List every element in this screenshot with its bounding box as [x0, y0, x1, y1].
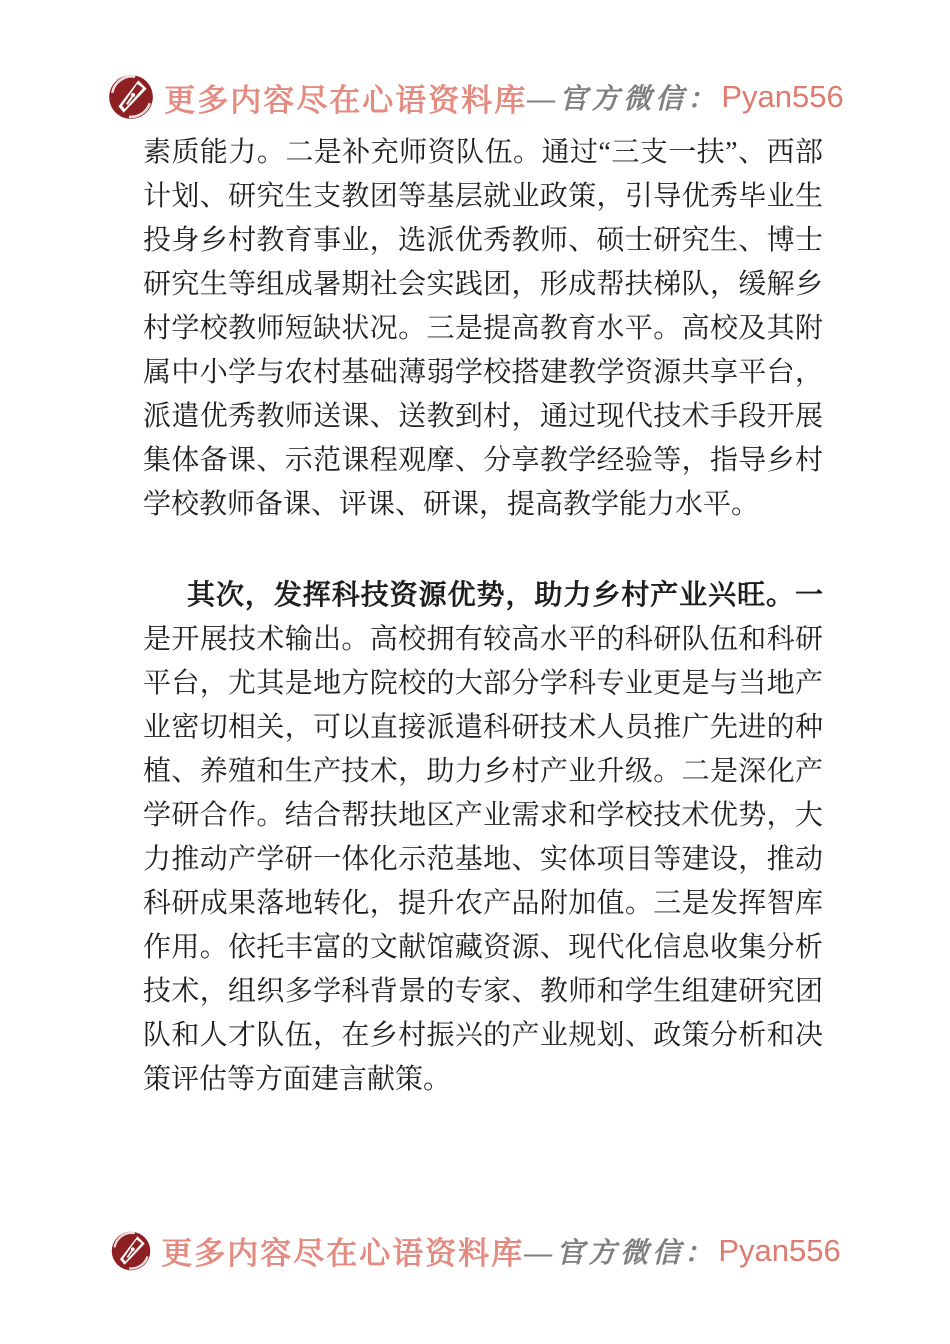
watermark-label: —官方微信：: [524, 1237, 717, 1269]
watermark-brand-text: 更多内容尽在心语资料库: [164, 82, 528, 118]
text-run: 素质能力。二是补充师资队伍。通过“三支一扶”、西部计划、研究生支教团等基层就业政策，引导优秀毕业生投身乡村教育事业，选派优秀教师、硕士研究生、博士研究生等组成暑期社会实践团，形成帮扶梯队，缓解乡村学校教师短缺状况。三是提高教育水平。高校及其附属中小学与农村基础薄弱学校搭建教学资源共享平台，派遣优秀教师送课、送教到村，通过现代技术手段开展集体备课、示范课程观摩、分享教学经验等，指导乡村学校教师备课、评课、研课，提高教学能力水平。: [143, 137, 823, 520]
pen-nib-circle-icon: [109, 1229, 153, 1273]
watermark-label: —官方微信：: [527, 84, 720, 115]
text-run-bold-lead: 其次，发挥科技资源优势，助力乡村产业兴旺。一: [187, 579, 823, 610]
watermark-wechat-id: Pyan556: [718, 1232, 841, 1268]
paragraph-continuation: [143, 131, 823, 527]
pen-nib-circle-icon: [106, 72, 156, 122]
header-watermark: [0, 72, 950, 122]
footer-watermark: [0, 1228, 950, 1273]
text-run: 是开展技术输出。高校拥有较高水平的科研队伍和科研平台，尤其是地方院校的大部分学科专业更是与当地产业密切相关，可以直接派遣科研技术人员推广先进的种植、养殖和生产技术，助力乡村产业升级。二是深化产学研合作。结合帮扶地区产业需求和学校技术优势，大力推动产学研一体化示范基地、实体项目等建设，推动科研成果落地转化，提升农产品附加值。三是发挥智库作用。依托丰富的文献馆藏资源、现代化信息收集分析技术，组织多学科背景的专家、教师和学生组建研究团队和人才队伍，在乡村振兴的产业规划、政策分析和决策评估等方面建言献策。: [143, 624, 823, 1095]
paragraph-second-point: [143, 573, 823, 1102]
watermark-wechat-id: Pyan556: [721, 79, 844, 114]
document-body: [143, 131, 823, 1102]
watermark-brand-text: 更多内容尽在心语资料库: [161, 1236, 525, 1271]
